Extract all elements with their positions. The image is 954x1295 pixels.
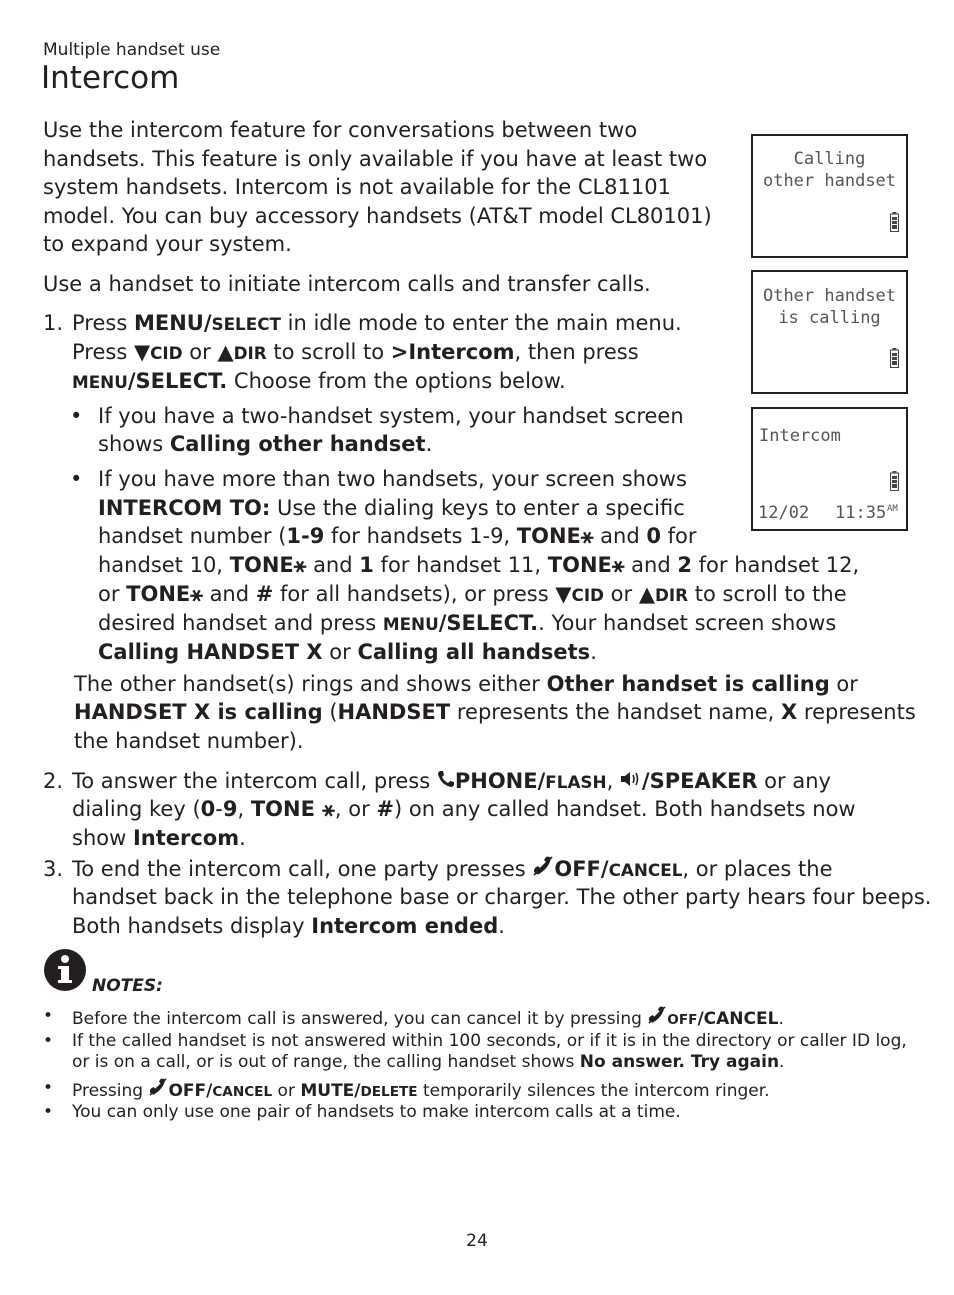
screen-message: Other handset is calling — [546, 672, 830, 696]
screen-message: X — [781, 700, 798, 724]
bullet-2-line-7 — [98, 638, 597, 667]
lcd-line-1: Intercom — [759, 426, 841, 446]
lcd-time: 11:35 — [835, 503, 887, 523]
step-1-line-1 — [72, 309, 682, 339]
battery-icon — [890, 348, 899, 368]
step-number: 3. — [43, 857, 64, 881]
step-text: desired handset and press — [98, 611, 383, 635]
bullet-2-line-2 — [98, 494, 685, 523]
step-text: and — [202, 582, 256, 606]
step-text: . — [498, 914, 505, 938]
note-text: If the called handset is not answered within 100 seconds, or if it is in the directory or caller ID log, — [72, 1031, 907, 1051]
menu-key-label: MENU — [72, 372, 128, 392]
tone-star-icon: ⚹ — [293, 553, 307, 577]
step-text: to scroll to the — [688, 582, 847, 606]
step-text: , — [237, 797, 251, 821]
battery-icon — [890, 212, 899, 232]
step-text: or — [322, 640, 358, 664]
step-text: ) on any called handset. Both handsets now — [394, 797, 856, 821]
lcd-line-2: other handset — [762, 171, 897, 191]
intro-paragraph-2: Use a handset to initiate intercom calls and transfer calls. — [43, 272, 651, 296]
step-number: 2. — [43, 769, 64, 793]
tone-key-label: TONE — [516, 524, 581, 548]
step-text: and — [306, 553, 360, 577]
section-label: Multiple handset use — [43, 40, 221, 60]
cancel-key-label: CANCEL — [608, 860, 683, 880]
step-text: . — [590, 640, 597, 664]
down-arrow-icon: ▼ — [555, 582, 572, 606]
page-number: 24 — [466, 1231, 488, 1251]
info-icon — [43, 948, 89, 992]
lcd-screen-calling — [751, 134, 908, 258]
screen-message: Calling HANDSET X — [98, 640, 323, 664]
intercom-menu-label: >Intercom — [390, 340, 515, 364]
off-key-label: OFF/ — [554, 857, 609, 881]
step-3-line-2: handset back in the telephone base or charger. The other party hears four beeps. — [72, 885, 932, 909]
intro-paragraph: Use the intercom feature for conversations between two handsets. This feature is only available if you have at least two system handsets. Intercom is not available for the CL81101 model. You can buy accessory handsets (AT&T model CL80101) to expand your system. — [43, 118, 712, 257]
note-item — [43, 1102, 681, 1123]
cid-key-label: CID — [150, 343, 183, 363]
bullet: • — [43, 1031, 54, 1051]
battery-icon — [890, 471, 899, 491]
speaker-icon — [620, 767, 642, 796]
down-arrow-icon: ▼ — [133, 340, 151, 364]
bullet: • — [70, 467, 83, 491]
note-text — [72, 1006, 784, 1031]
step-text: represents the handset name, — [450, 700, 782, 724]
mute-key-label: MUTE/ — [300, 1081, 361, 1101]
key-label: 0 — [200, 797, 216, 821]
step-2-line-1 — [72, 767, 831, 797]
bullet-2-line-3 — [98, 522, 697, 551]
step-1-other-line-3: the handset number). — [74, 729, 304, 753]
step-text: ( — [322, 700, 338, 724]
select-key-label: /SELECT. — [127, 369, 228, 393]
step-text: Press — [72, 340, 134, 364]
bullet: • — [70, 404, 83, 428]
speaker-key-label: /SPEAKER — [641, 769, 758, 793]
step-text: handset 10, — [98, 553, 230, 577]
phone-key-label: PHONE/ — [454, 769, 546, 793]
step-text: or any — [757, 769, 831, 793]
screen-message: Calling all handsets — [357, 640, 591, 664]
key-label: 9 — [222, 797, 238, 821]
lcd-screen-intercom — [751, 407, 908, 531]
step-2-line-2 — [72, 795, 856, 824]
off-key-label: OFF — [667, 1012, 698, 1028]
tone-star-icon: ⚹ — [580, 524, 594, 548]
cancel-key-label: /CANCEL — [697, 1009, 779, 1029]
step-text: . — [239, 826, 246, 850]
screen-message: Calling other handset — [169, 432, 426, 456]
page-title: Intercom — [41, 60, 180, 96]
note-text-part: or — [272, 1081, 301, 1101]
step-1-other-line-2 — [74, 698, 916, 727]
step-text: and — [593, 524, 647, 548]
screen-message: No answer. Try again — [579, 1052, 780, 1072]
cancel-key-label: CANCEL — [212, 1084, 273, 1100]
up-arrow-icon: ▲ — [638, 582, 655, 606]
step-text: Choose from the options below. — [227, 369, 566, 393]
screen-message: HANDSET — [337, 700, 451, 724]
note-text-part: . — [779, 1052, 785, 1072]
key-label: 0 — [646, 524, 661, 548]
step-text: and — [624, 553, 678, 577]
step-number: 1. — [43, 311, 64, 335]
step-text: for handset 11, — [373, 553, 548, 577]
note-text-part: temporarily silences the intercom ringer. — [417, 1081, 770, 1101]
flash-key-label: FLASH — [545, 772, 607, 792]
lcd-line-2: is calling — [778, 308, 881, 328]
step-text: Both handsets display — [72, 914, 312, 938]
off-key-label: OFF/ — [168, 1081, 213, 1101]
screen-message: Intercom ended — [311, 914, 499, 938]
note-item — [43, 1078, 770, 1101]
off-phone-icon — [148, 1078, 168, 1102]
key-label: 1 — [359, 553, 374, 577]
key-label: # — [376, 797, 394, 821]
bullet-2-line-4 — [98, 551, 859, 580]
bullet-1-line-1: If you have a two-handset system, your handset screen — [98, 404, 684, 428]
step-text: , or places the — [682, 857, 833, 881]
bullet-2-line-6 — [98, 609, 836, 639]
step-text: in idle mode to enter the main menu. — [280, 311, 682, 335]
notes-label: NOTES: — [92, 976, 163, 996]
note-text-part: Before the intercom call is answered, you can cancel it by pressing — [72, 1009, 648, 1029]
step-text: shows — [98, 432, 170, 456]
step-text: represents — [797, 700, 916, 724]
select-key-label: /SELECT. — [438, 611, 539, 635]
step-1-line-2 — [72, 338, 639, 368]
step-text: . — [425, 432, 433, 456]
lcd-date: 12/02 — [758, 503, 810, 523]
step-text: or — [98, 582, 127, 606]
key-label: 1-9 — [286, 524, 325, 548]
dir-key-label: DIR — [655, 585, 689, 605]
bullet: • — [43, 1102, 54, 1122]
bullet-1-line-2 — [98, 430, 432, 459]
note-text-part: Pressing — [72, 1081, 149, 1101]
key-label: 2 — [677, 553, 692, 577]
note-text: You can only use one pair of handsets to make intercom calls at a time. — [72, 1102, 681, 1122]
lcd-line-1: Other handset — [762, 286, 897, 306]
step-3-line-1 — [72, 855, 833, 885]
note-text — [72, 1052, 784, 1073]
screen-message: INTERCOM TO: — [98, 496, 271, 520]
bullet: • — [43, 1078, 54, 1098]
step-text: to scroll to — [266, 340, 391, 364]
step-1-line-3 — [72, 367, 566, 397]
note-item — [43, 1006, 784, 1029]
step-text: To end the intercom call, one party presses — [72, 857, 533, 881]
step-2-line-3 — [72, 824, 246, 853]
tone-key-label: TONE — [547, 553, 612, 577]
up-arrow-icon: ▲ — [217, 340, 234, 364]
tone-key-label: TONE — [229, 553, 294, 577]
step-1-other-line-1 — [74, 670, 858, 699]
step-text: handset number ( — [98, 524, 287, 548]
note-text-part: or is on a call, or is out of range, the calling handset shows — [72, 1052, 580, 1072]
delete-key-label: DELETE — [360, 1084, 418, 1100]
step-text: for handsets 1-9, — [324, 524, 517, 548]
tone-key-label: TONE — [250, 797, 315, 821]
lcd-line-1: Calling — [793, 149, 866, 169]
step-text: for all handsets), or press — [273, 582, 556, 606]
step-text: for — [660, 524, 697, 548]
step-text: or — [182, 340, 218, 364]
step-text: or — [829, 672, 858, 696]
step-text: . Your handset screen shows — [538, 611, 837, 635]
menu-key-label: MENU/ — [133, 311, 212, 335]
off-phone-icon — [532, 855, 554, 884]
screen-message: Intercom — [132, 826, 240, 850]
step-text: for handset 12, — [691, 553, 860, 577]
note-text-part: . — [778, 1009, 784, 1029]
off-phone-icon — [647, 1006, 667, 1030]
step-text: , then press — [514, 340, 639, 364]
bullet-2-line-5 — [98, 580, 847, 610]
lcd-ampm: AM — [887, 504, 898, 514]
step-text: or — [604, 582, 639, 606]
step-3-line-3 — [72, 912, 505, 941]
screen-message: HANDSET X is calling — [74, 700, 323, 724]
step-text: , — [606, 769, 620, 793]
tone-star-icon: ⚹ — [190, 582, 203, 606]
menu-key-label: MENU — [382, 614, 439, 634]
note-text — [72, 1078, 770, 1103]
bullet-2-line-1: If you have more than two handsets, your screen shows — [98, 467, 687, 491]
phone-icon — [437, 767, 455, 796]
bullet: • — [43, 1006, 54, 1026]
step-text: Use the dialing keys to enter a specific — [270, 496, 685, 520]
cid-key-label: CID — [571, 585, 604, 605]
step-text: Press — [72, 311, 134, 335]
step-text: The other handset(s) rings and shows either — [74, 672, 547, 696]
key-label: # — [255, 582, 274, 606]
step-text: - — [215, 797, 223, 821]
note-item — [43, 1031, 907, 1072]
step-text: show — [72, 826, 133, 850]
lcd-screen-other-calling — [751, 270, 908, 394]
select-key-label: SELECT — [211, 314, 281, 334]
step-text: dialing key ( — [72, 797, 201, 821]
dir-key-label: DIR — [233, 343, 267, 363]
tone-star-icon: ⚹ — [314, 797, 335, 821]
step-text: , or — [334, 797, 377, 821]
tone-star-icon: ⚹ — [611, 553, 625, 577]
tone-key-label: TONE — [126, 582, 191, 606]
step-text: To answer the intercom call, press — [72, 769, 437, 793]
